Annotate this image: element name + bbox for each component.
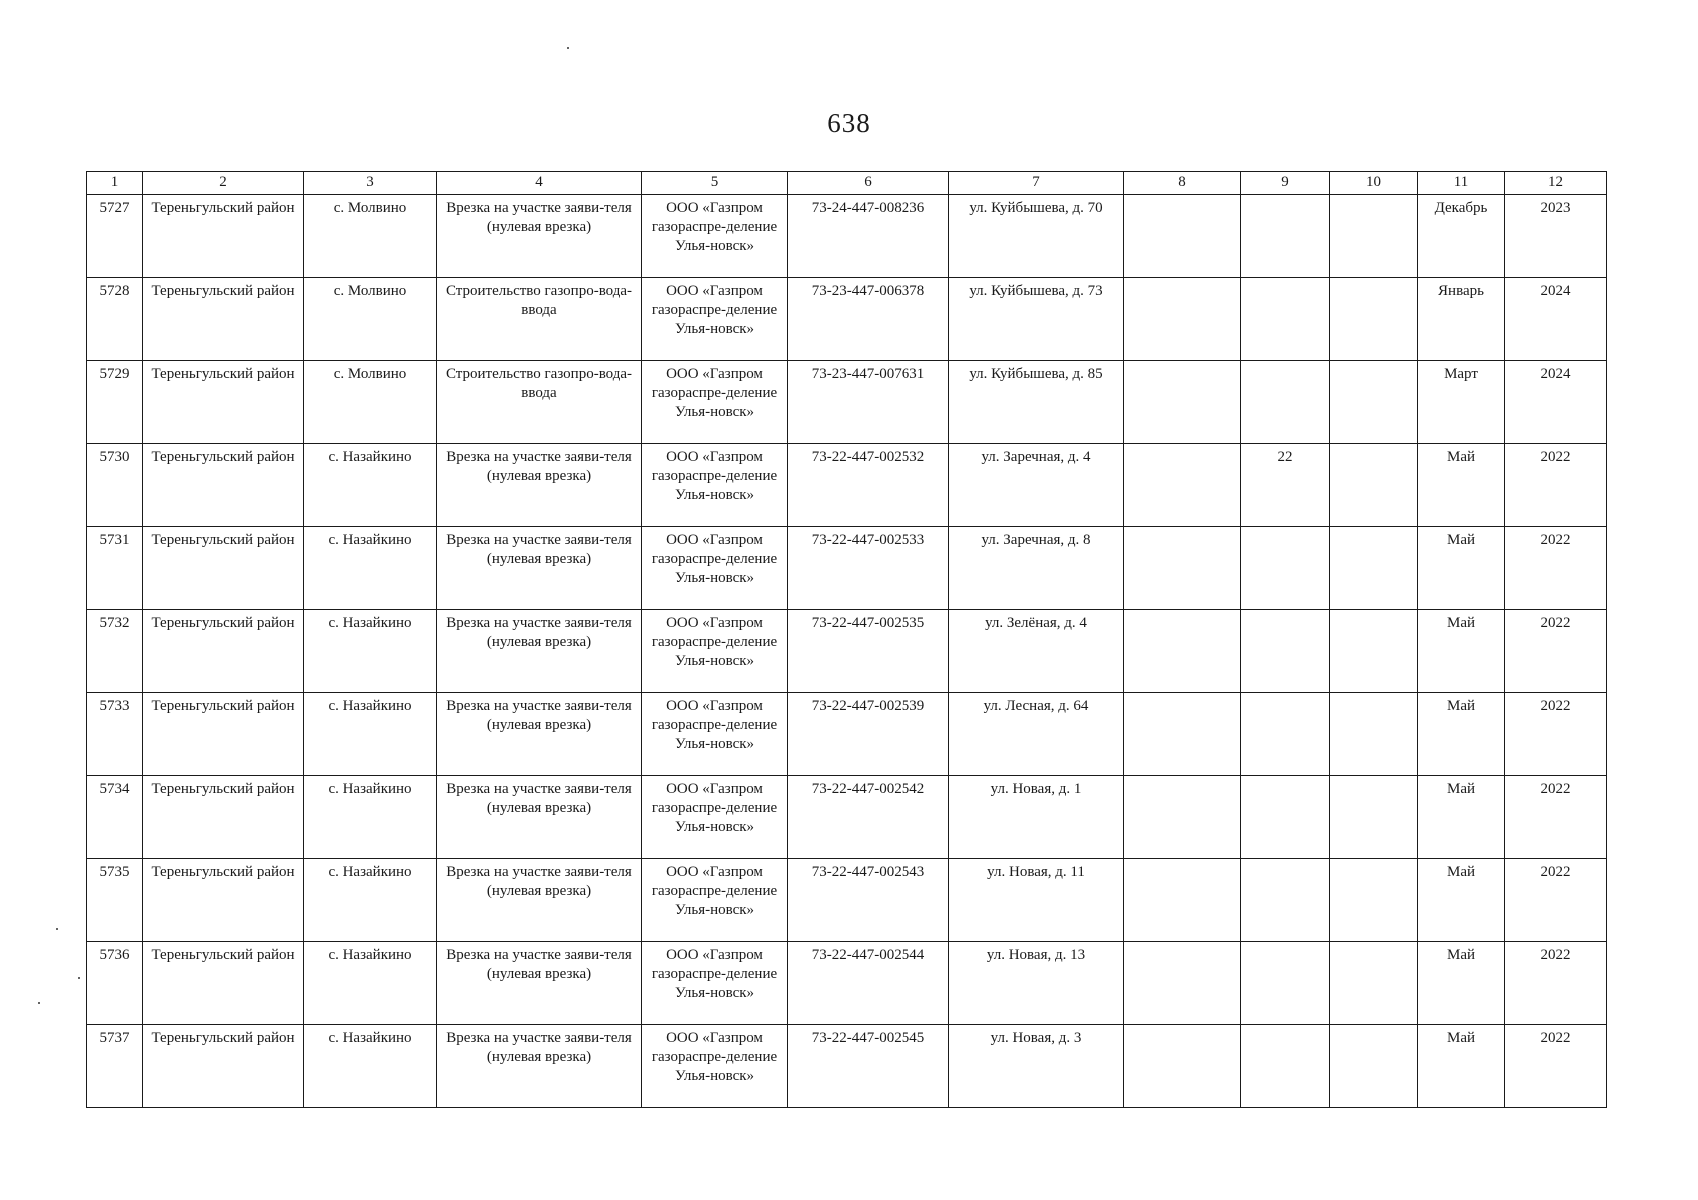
column-header: 5: [642, 172, 788, 195]
work-type-cell: Врезка на участке заяви-теля (нулевая врезка): [437, 1025, 642, 1108]
year-cell: 2024: [1505, 361, 1607, 444]
address-cell: ул. Лесная, д. 64: [949, 693, 1124, 776]
column-9-cell: [1241, 776, 1330, 859]
row-number-cell: 5734: [87, 776, 143, 859]
district-cell: Тереньгульский район: [143, 859, 304, 942]
column-header: 10: [1330, 172, 1418, 195]
month-cell: Март: [1418, 361, 1505, 444]
year-cell: 2022: [1505, 859, 1607, 942]
row-number-cell: 5733: [87, 693, 143, 776]
application-code-cell: 73-22-447-002544: [788, 942, 949, 1025]
month-cell: Декабрь: [1418, 195, 1505, 278]
row-number-cell: 5730: [87, 444, 143, 527]
settlement-cell: с. Назайкино: [304, 859, 437, 942]
column-header: 11: [1418, 172, 1505, 195]
column-10-cell: [1330, 361, 1418, 444]
address-cell: ул. Новая, д. 3: [949, 1025, 1124, 1108]
district-cell: Тереньгульский район: [143, 361, 304, 444]
column-10-cell: [1330, 1025, 1418, 1108]
column-9-cell: [1241, 527, 1330, 610]
work-type-cell: Врезка на участке заяви-теля (нулевая врезка): [437, 776, 642, 859]
year-cell: 2022: [1505, 444, 1607, 527]
district-cell: Тереньгульский район: [143, 527, 304, 610]
settlement-cell: с. Назайкино: [304, 776, 437, 859]
column-header: 3: [304, 172, 437, 195]
column-10-cell: [1330, 195, 1418, 278]
year-cell: 2022: [1505, 610, 1607, 693]
column-8-cell: [1124, 859, 1241, 942]
application-code-cell: 73-23-447-006378: [788, 278, 949, 361]
district-cell: Тереньгульский район: [143, 776, 304, 859]
month-cell: Январь: [1418, 278, 1505, 361]
organization-cell: ООО «Газпром газораспре-деление Улья-новск»: [642, 859, 788, 942]
row-number-cell: 5731: [87, 527, 143, 610]
month-cell: Май: [1418, 610, 1505, 693]
work-type-cell: Врезка на участке заяви-теля (нулевая врезка): [437, 195, 642, 278]
column-8-cell: [1124, 527, 1241, 610]
scan-speck: [78, 977, 80, 979]
organization-cell: ООО «Газпром газораспре-деление Улья-новск»: [642, 693, 788, 776]
month-cell: Май: [1418, 1025, 1505, 1108]
address-cell: ул. Зелёная, д. 4: [949, 610, 1124, 693]
settlement-cell: с. Назайкино: [304, 1025, 437, 1108]
table-row: [87, 278, 1607, 361]
work-type-cell: Врезка на участке заяви-теля (нулевая врезка): [437, 942, 642, 1025]
month-cell: Май: [1418, 942, 1505, 1025]
application-code-cell: 73-22-447-002543: [788, 859, 949, 942]
column-9-cell: [1241, 859, 1330, 942]
year-cell: 2022: [1505, 527, 1607, 610]
work-type-cell: Строительство газопро-вода-ввода: [437, 278, 642, 361]
application-code-cell: 73-22-447-002545: [788, 1025, 949, 1108]
column-8-cell: [1124, 942, 1241, 1025]
column-9-cell: [1241, 693, 1330, 776]
column-9-cell: [1241, 610, 1330, 693]
column-9-cell: 22: [1241, 444, 1330, 527]
settlement-cell: с. Молвино: [304, 278, 437, 361]
column-10-cell: [1330, 693, 1418, 776]
column-9-cell: [1241, 942, 1330, 1025]
application-code-cell: 73-22-447-002532: [788, 444, 949, 527]
table-row: [87, 444, 1607, 527]
column-header: 6: [788, 172, 949, 195]
column-header: 8: [1124, 172, 1241, 195]
column-9-cell: [1241, 195, 1330, 278]
settlement-cell: с. Молвино: [304, 195, 437, 278]
organization-cell: ООО «Газпром газораспре-деление Улья-новск»: [642, 776, 788, 859]
work-type-cell: Врезка на участке заяви-теля (нулевая врезка): [437, 527, 642, 610]
address-cell: ул. Куйбышева, д. 85: [949, 361, 1124, 444]
page-number: 638: [827, 108, 871, 138]
year-cell: 2022: [1505, 693, 1607, 776]
district-cell: Тереньгульский район: [143, 610, 304, 693]
application-code-cell: 73-22-447-002535: [788, 610, 949, 693]
table-row: [87, 1025, 1607, 1108]
year-cell: 2023: [1505, 195, 1607, 278]
column-8-cell: [1124, 693, 1241, 776]
header-row: [87, 172, 1607, 195]
application-code-cell: 73-22-447-002533: [788, 527, 949, 610]
address-cell: ул. Заречная, д. 4: [949, 444, 1124, 527]
column-10-cell: [1330, 527, 1418, 610]
column-8-cell: [1124, 610, 1241, 693]
work-type-cell: Врезка на участке заяви-теля (нулевая врезка): [437, 693, 642, 776]
column-header: 4: [437, 172, 642, 195]
district-cell: Тереньгульский район: [143, 1025, 304, 1108]
column-8-cell: [1124, 444, 1241, 527]
column-10-cell: [1330, 942, 1418, 1025]
organization-cell: ООО «Газпром газораспре-деление Улья-новск»: [642, 195, 788, 278]
row-number-cell: 5735: [87, 859, 143, 942]
organization-cell: ООО «Газпром газораспре-деление Улья-новск»: [642, 444, 788, 527]
column-10-cell: [1330, 859, 1418, 942]
column-header: 7: [949, 172, 1124, 195]
address-cell: ул. Новая, д. 11: [949, 859, 1124, 942]
column-header: 12: [1505, 172, 1607, 195]
scan-speck: [38, 1002, 40, 1004]
work-type-cell: Врезка на участке заяви-теля (нулевая врезка): [437, 610, 642, 693]
district-cell: Тереньгульский район: [143, 693, 304, 776]
work-type-cell: Врезка на участке заяви-теля (нулевая врезка): [437, 444, 642, 527]
organization-cell: ООО «Газпром газораспре-деление Улья-новск»: [642, 610, 788, 693]
month-cell: Май: [1418, 444, 1505, 527]
organization-cell: ООО «Газпром газораспре-деление Улья-новск»: [642, 278, 788, 361]
column-8-cell: [1124, 1025, 1241, 1108]
table-row: [87, 693, 1607, 776]
organization-cell: ООО «Газпром газораспре-деление Улья-новск»: [642, 527, 788, 610]
address-cell: ул. Куйбышева, д. 70: [949, 195, 1124, 278]
column-8-cell: [1124, 776, 1241, 859]
settlement-cell: с. Назайкино: [304, 610, 437, 693]
address-cell: ул. Куйбышева, д. 73: [949, 278, 1124, 361]
settlement-cell: с. Назайкино: [304, 527, 437, 610]
organization-cell: ООО «Газпром газораспре-деление Улья-новск»: [642, 1025, 788, 1108]
column-8-cell: [1124, 278, 1241, 361]
row-number-cell: 5737: [87, 1025, 143, 1108]
column-9-cell: [1241, 361, 1330, 444]
district-cell: Тереньгульский район: [143, 444, 304, 527]
column-10-cell: [1330, 776, 1418, 859]
year-cell: 2024: [1505, 278, 1607, 361]
row-number-cell: 5727: [87, 195, 143, 278]
work-type-cell: Строительство газопро-вода-ввода: [437, 361, 642, 444]
district-cell: Тереньгульский район: [143, 942, 304, 1025]
year-cell: 2022: [1505, 942, 1607, 1025]
table-row: [87, 776, 1607, 859]
settlement-cell: с. Назайкино: [304, 693, 437, 776]
month-cell: Май: [1418, 859, 1505, 942]
application-code-cell: 73-23-447-007631: [788, 361, 949, 444]
row-number-cell: 5736: [87, 942, 143, 1025]
row-number-cell: 5732: [87, 610, 143, 693]
row-number-cell: 5729: [87, 361, 143, 444]
column-header: 2: [143, 172, 304, 195]
column-8-cell: [1124, 195, 1241, 278]
settlement-cell: с. Молвино: [304, 361, 437, 444]
settlement-cell: с. Назайкино: [304, 444, 437, 527]
table-row: [87, 361, 1607, 444]
address-cell: ул. Новая, д. 13: [949, 942, 1124, 1025]
column-9-cell: [1241, 1025, 1330, 1108]
month-cell: Май: [1418, 776, 1505, 859]
district-cell: Тереньгульский район: [143, 278, 304, 361]
column-header: 9: [1241, 172, 1330, 195]
column-10-cell: [1330, 444, 1418, 527]
column-10-cell: [1330, 610, 1418, 693]
application-code-cell: 73-22-447-002542: [788, 776, 949, 859]
column-9-cell: [1241, 278, 1330, 361]
scan-speck: [56, 928, 58, 930]
application-code-cell: 73-22-447-002539: [788, 693, 949, 776]
scan-speck: [567, 47, 569, 49]
registry-table: [86, 171, 1607, 1108]
organization-cell: ООО «Газпром газораспре-деление Улья-новск»: [642, 942, 788, 1025]
row-number-cell: 5728: [87, 278, 143, 361]
settlement-cell: с. Назайкино: [304, 942, 437, 1025]
table-row: [87, 610, 1607, 693]
column-header: 1: [87, 172, 143, 195]
table-row: [87, 195, 1607, 278]
month-cell: Май: [1418, 693, 1505, 776]
year-cell: 2022: [1505, 776, 1607, 859]
address-cell: ул. Новая, д. 1: [949, 776, 1124, 859]
month-cell: Май: [1418, 527, 1505, 610]
application-code-cell: 73-24-447-008236: [788, 195, 949, 278]
column-10-cell: [1330, 278, 1418, 361]
organization-cell: ООО «Газпром газораспре-деление Улья-новск»: [642, 361, 788, 444]
work-type-cell: Врезка на участке заяви-теля (нулевая врезка): [437, 859, 642, 942]
table-row: [87, 527, 1607, 610]
district-cell: Тереньгульский район: [143, 195, 304, 278]
column-8-cell: [1124, 361, 1241, 444]
table-row: [87, 859, 1607, 942]
address-cell: ул. Заречная, д. 8: [949, 527, 1124, 610]
table-row: [87, 942, 1607, 1025]
year-cell: 2022: [1505, 1025, 1607, 1108]
